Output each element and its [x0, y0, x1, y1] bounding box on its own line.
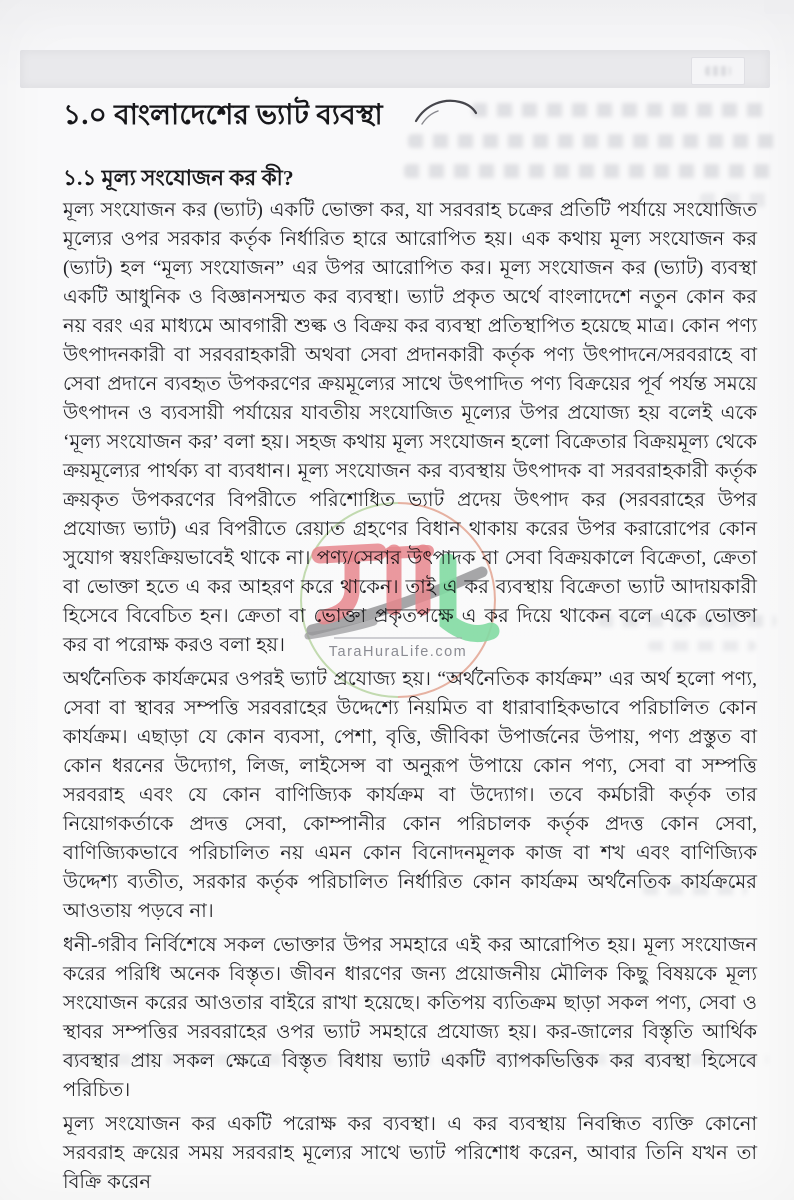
- page-number-box: [691, 57, 745, 85]
- chapter-title: ১.০ বাংলাদেশের ভ্যাট ব্যবস্থা: [63, 100, 383, 131]
- page-header-bar: [20, 50, 770, 88]
- body-paragraph-3: ধনী-গরীব নির্বিশেষে সকল ভোক্তার উপর সমহারে এই কর আরোপিত হয়। মূল্য সংযোজন করের পরিধি অনেক বিস্তৃত। জীবন ধারণের জন্য প্রয়োজনীয় মৌলিক কিছু বিষয়কে মূল্য সংযোজন করের আওতার বাইরে রাখা হয়েছে। কতিপয় ব্যতিক্রম ছাড়া সকল পণ্য, সেবা ও স্থাবর সম্পত্তির সরবরাহের ওপর ভ্যাট সমহারে প্রযোজ্য হয়। কর-জালের বিস্তৃতি আর্থিক ব্যবস্থার প্রায় সকল ক্ষেত্রে বিস্তৃত বিধায় ভ্যাট একটি ব্যাপকভিত্তিক কর ব্যবস্থা হিসেবে পরিচিত।: [63, 935, 757, 1101]
- section-title: ১.১ মূল্য সংযোজন কর কী?: [63, 166, 294, 190]
- body-paragraph-2: অর্থনৈতিক কার্যক্রমের ওপরই ভ্যাট প্রযোজ্য হয়। “অর্থনৈতিক কার্যক্রম” এর অর্থ হলো পণ্য, সেবা বা স্থাবর সম্পত্তি সরবরাহের উদ্দেশ্যে নিয়মিত বা ধারাবাহিকভাবে পরিচালিত কোন কার্যক্রম। এছাড়া যে কোন ব্যবসা, পেশা, বৃত্তি, জীবিকা উপার্জনের উপায়, পণ্য প্রস্তুত বা কোন ধরনের উদ্যোগ, লিজ, লাইসেন্স বা অনুরূপ উপায়ে কোন পণ্য, সেবা বা সম্পত্তি সরবরাহ এবং যে কোন বাণিজ্যিক কার্যক্রম বা উদ্যোগ। তবে কর্মচারী কর্তৃক তার নিয়োগকর্তাকে প্রদত্ত সেবা, কোম্পানীর কোন পরিচালক কর্তৃক প্রদত্ত কোন সেবা, বাণিজ্যিকভাবে পরিচালিত নয় এমন কোন বিনোদনমূলক কাজ বা শখ এবং বাণিজ্যিক উদ্দেশ্য ব্যতীত, সরকার কর্তৃক পরিচালিত নির্ধারিত কোন কার্যক্রম অর্থনৈতিক কার্যক্রমের আওতায় পড়বে না।: [63, 669, 757, 922]
- watermark-site-text: TaraHuraLife.com: [328, 644, 468, 660]
- corner-artifact: [764, 0, 794, 14]
- page-content: [63, 97, 757, 1197]
- body-paragraph-4: মূল্য সংযোজন কর একটি পরোক্ষ কর ব্যবস্থা। এ কর ব্যবস্থায় নিবন্ধিত ব্যক্তি কোনো সরবরাহ ক্রয়ের সময় সরবরাহ মূল্যের সাথে ভ্যাট পরিশোধ করেন, আবার তিনি যখন তা বিক্রি করেন: [63, 1114, 757, 1193]
- body-paragraph-1: মূল্য সংযোজন কর (ভ্যাট) একটি ভোক্তা কর, যা সরবরাহ চক্রের প্রতিটি পর্যায়ে সংযোজিত মূল্যের ওপর সরকার কর্তৃক নির্ধারিত হারে আরোপিত হয়। এক কথায় মূল্য সংযোজন কর (ভ্যাট) হল “মূল্য সংযোজন” এর উপর আরোপিত কর। মূল্য সংযোজন কর (ভ্যাট) ব্যবস্থা একটি আধুনিক ও বিজ্ঞানসম্মত কর ব্যবস্থা। ভ্যাট প্রকৃত অর্থে বাংলাদেশে নতুন কোন কর নয় বরং এর মাধ্যমে আবগারী শুল্ক ও বিক্রয় কর ব্যবস্থা প্রতিস্থাপিত হয়েছে মাত্র। কোন পণ্য উৎপাদনকারী বা সরবরাহকারী অথবা সেবা প্রদানকারী কর্তৃক পণ্য উৎপাদনে/সরবরাহে বা সেবা প্রদানে ব্যবহৃত উপকরণের ক্রয়মূল্যের সাথে উৎপাদিত পণ্য বিক্রয়ের পূর্ব পর্যন্ত সময়ে উৎপাদন ও ব্যবসায়ী পর্যায়ের যাবতীয় সংযোজিত মূল্যের উপর প্রযোজ্য হয় বলেই একে ‘মূল্য সংযোজন কর’ বলা হয়। সহজ কথায় মূল্য সংযোজন হলো বিক্রেতার বিক্রয়মূল্য থেকে ক্রয়মূল্যের পার্থক্য বা ব্যবধান। মূল্য সংযোজন কর ব্যবস্থায় উৎপাদক বা সরবরাহকারী কর্তৃক ক্রয়কৃত উপকরণের বিপরীতে পরিশোধিত ভ্যাট প্রদেয় উৎপাদ কর (সরবরাহের উপর প্রযোজ্য ভ্যাট) এর বিপরীতে রেয়াত গ্রহণের বিধান থাকায় করের উপর করারোপের কোন সুযোগ স্বয়ংক্রিয়ভাবেই থাকে না। পণ্য/সেবার উৎপাদক বা সেবা বিক্রয়কালে বিক্রেতা, ক্রেতা বা ভোক্তা হতে এ কর আহরণ করে থাকেন। তাই এ কর ব্যবস্থায় বিক্রেতা ভ্যাট আদায়কারী হিসেবে বিবেচিত হন। ক্রেতা বা ভোক্তা প্রকৃতপক্ষে এ কর দিয়ে থাকেন বলে একে ভোক্তা কর বা পরোক্ষ করও বলা হয়।: [63, 200, 757, 656]
- page-number-smudge: [705, 66, 731, 76]
